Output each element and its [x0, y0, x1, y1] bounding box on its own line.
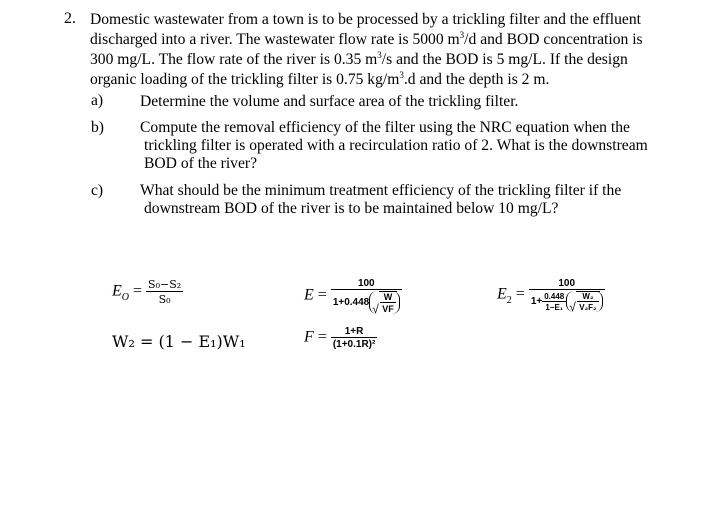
part-c-line-2: downstream BOD of the river is to be maintained below 10 mg/L?: [144, 200, 559, 217]
e-numerator: 100: [357, 278, 375, 289]
question-line-2a: discharged into a river. The wastewater flow rate is 5000 m: [90, 31, 460, 48]
sqrt-icon: [372, 291, 397, 314]
formula-e2: [497, 278, 605, 312]
e-lhs: E: [304, 286, 314, 304]
question-line-4a: organic loading of the trickling filter is 0.75 kg/m: [90, 71, 400, 88]
part-b-line-1: Compute the removal efficiency of the filter using the NRC equation when the: [140, 119, 630, 136]
f-denominator: (1+0.1R)²: [332, 339, 376, 350]
formula-w2: W₂ = (1 − E₁)W₁: [112, 332, 246, 351]
e-denominator: [331, 289, 402, 314]
unit-exponent: 3: [459, 30, 465, 40]
question-line-3a: 300 mg/L. The flow rate of the river is 0.35 m: [90, 51, 378, 68]
e2-lhs: E: [497, 285, 507, 303]
question-text: [90, 10, 666, 90]
f-numerator: 1+R: [344, 326, 364, 337]
f-equals: =: [317, 328, 327, 346]
e-den-prefix: 1+0.448: [332, 297, 370, 309]
part-b-line-2: trickling filter is operated with a recirculation ratio of 2. What is the downstream: [144, 137, 648, 154]
part-a-line-1: Determine the volume and surface area of the trickling filter.: [140, 93, 519, 110]
sqrt-icon: [569, 291, 599, 312]
formula-e: [304, 278, 402, 314]
e2-inner-denominator: V₂F₂: [579, 303, 597, 312]
eo-lhs: E: [112, 282, 122, 300]
e-inner-numerator: √ W: [383, 292, 393, 302]
e-fraction: [331, 278, 402, 314]
e-inner-denominator: VF: [382, 304, 394, 314]
question-line-3b: /s and the BOD is 5 mg/L. If the design: [381, 51, 628, 68]
e2-equals: =: [515, 285, 525, 303]
eo-equals: =: [133, 282, 143, 300]
unit-exponent: 3: [377, 50, 382, 60]
formula-f: [304, 326, 377, 350]
eo-denominator: S₀: [146, 291, 183, 306]
part-b-line-3: BOD of the river?: [144, 155, 258, 172]
e2-denominator: [529, 289, 605, 312]
part-b-label: b): [91, 119, 104, 136]
e2-numerator: 100: [558, 278, 576, 289]
eo-lhs-sub: O: [121, 291, 130, 303]
e2-fraction: [529, 278, 605, 312]
e2-inner-numerator: √ W₂: [582, 292, 594, 301]
f-fraction: [331, 326, 378, 350]
formula-eo: [112, 278, 183, 306]
eo-fraction: [146, 278, 183, 306]
question-number: 2.: [64, 10, 76, 27]
unit-exponent: 3: [399, 70, 404, 80]
part-c-text: [140, 182, 666, 218]
e-paren: [369, 291, 400, 314]
e-equals: =: [317, 286, 327, 304]
question-line-2b: /d and BOD concentration is: [464, 31, 643, 48]
question-line-1: Domestic wastewater from a town is to be processed by a trickling filter and the effluent: [90, 11, 641, 28]
e2-lhs-sub: 2: [506, 294, 512, 306]
eo-numerator: S₀−S₂: [148, 278, 182, 291]
question-line-4b: .d and the depth is 2 m.: [403, 71, 550, 88]
part-b-text: [140, 119, 666, 173]
part-c-label: c): [91, 182, 104, 199]
f-lhs: F: [304, 328, 314, 346]
e2-coef-denominator: 1−E₁: [542, 301, 566, 312]
e2-paren: [566, 291, 602, 312]
part-c-line-1: What should be the minimum treatment efficiency of the trickling filter if the: [140, 182, 622, 199]
part-a-label: a): [91, 92, 104, 109]
e2-coef-numerator: 0.448: [544, 291, 565, 301]
part-a-text: [140, 93, 666, 111]
e2-den-prefix: 1+: [530, 296, 543, 308]
